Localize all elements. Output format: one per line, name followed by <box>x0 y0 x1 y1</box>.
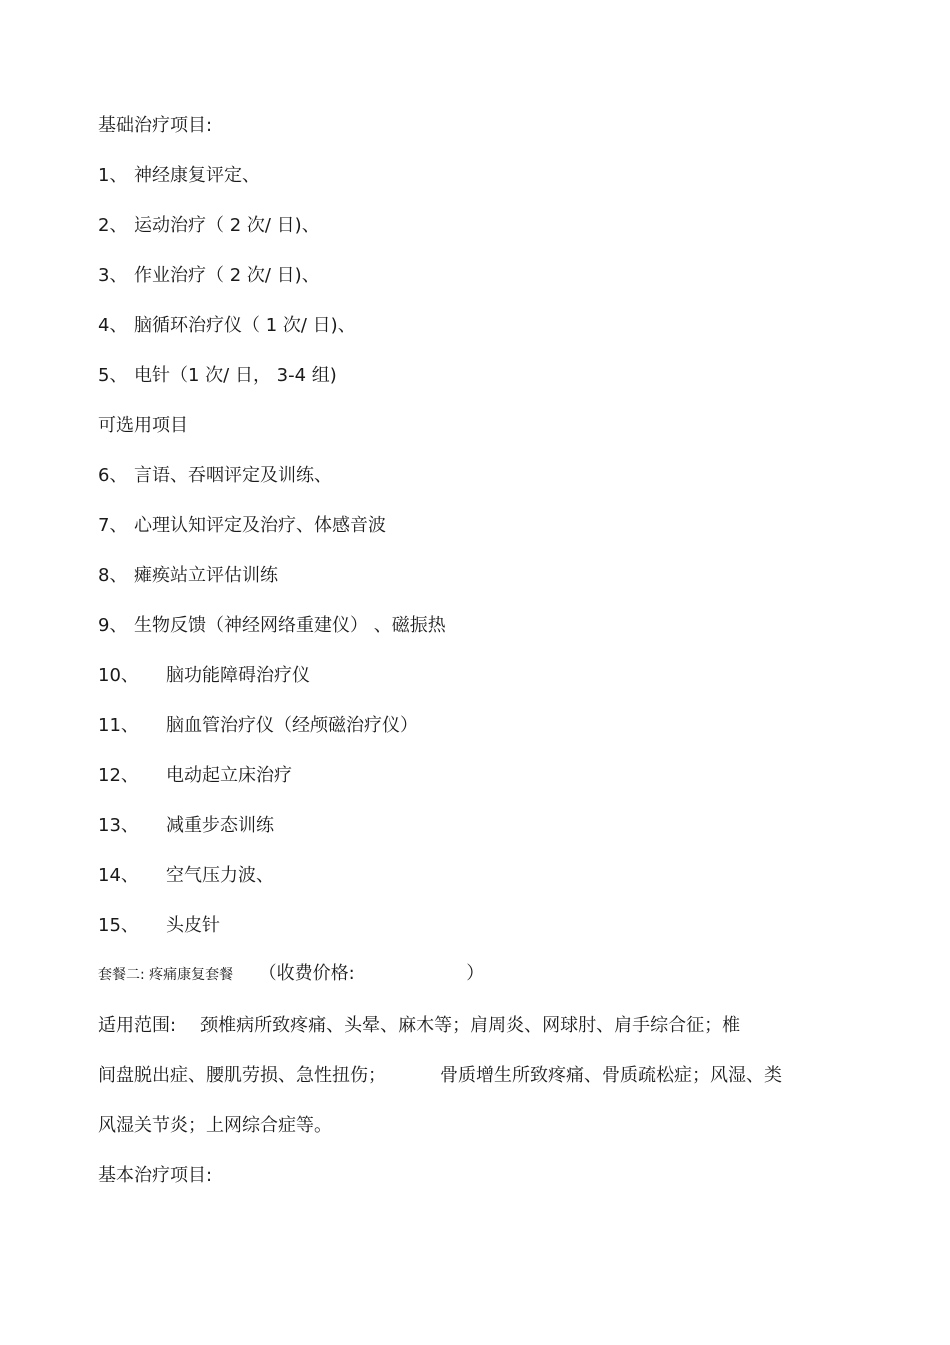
list-item <box>98 314 356 338</box>
scope-line-2 <box>98 1064 782 1088</box>
item-text: 脑循环治疗仪（ 1 次/ 日)、 <box>134 315 356 336</box>
item-text: 减重步态训练 <box>166 815 274 836</box>
scope-text-2b: 骨质增生所致疼痛、骨质疏松症；风湿、类 <box>440 1065 782 1086</box>
item-text: 运动治疗（ 2 次/ 日)、 <box>134 215 320 236</box>
list-item <box>98 914 220 938</box>
scope-text-3: 风湿关节炎；上网综合症等。 <box>98 1115 332 1136</box>
item-number: 15、 <box>98 915 139 936</box>
price-close: ） <box>466 963 485 984</box>
scope-line-3 <box>98 1114 332 1138</box>
scope-line-1 <box>98 1014 740 1038</box>
item-number: 13、 <box>98 815 139 836</box>
scope-text-2a: 间盘脱出症、腰肌劳损、急性扭伤； <box>98 1065 386 1086</box>
item-text: 电针（1 次/ 日， 3-4 组) <box>134 365 337 386</box>
item-text: 生物反馈（神经网络重建仪） 、磁振热 <box>134 615 446 636</box>
item-number: 10、 <box>98 665 139 686</box>
item-number: 14、 <box>98 865 139 886</box>
list-item <box>98 814 274 838</box>
scope-text-1: 颈椎病所致疼痛、头晕、麻木等；肩周炎、网球肘、肩手综合征；椎 <box>200 1015 741 1036</box>
item-text: 作业治疗（ 2 次/ 日)、 <box>134 265 320 286</box>
list-item <box>98 214 320 238</box>
price-label: （收费价格: <box>258 963 355 984</box>
item-text: 电动起立床治疗 <box>166 765 292 786</box>
item-text: 言语、吞咽评定及训练、 <box>134 465 332 486</box>
list-item <box>98 164 260 188</box>
list-item <box>98 714 418 738</box>
item-number: 11、 <box>98 715 139 736</box>
optional-items-heading: 可选用项目 <box>98 415 188 436</box>
item-text: 神经康复评定、 <box>134 165 260 186</box>
item-number: 5、 <box>98 365 128 386</box>
item-text: 脑功能障碍治疗仪 <box>166 665 310 686</box>
list-item <box>98 264 320 288</box>
item-text: 头皮针 <box>166 915 220 936</box>
item-text: 心理认知评定及治疗、体感音波 <box>134 515 386 536</box>
package-title-line <box>98 962 484 987</box>
list-item <box>98 764 292 788</box>
list-item <box>98 664 310 688</box>
scope-label: 适用范围: <box>98 1015 177 1036</box>
item-text: 空气压力波、 <box>166 865 274 886</box>
list-item <box>98 564 278 588</box>
item-number: 1、 <box>98 165 128 186</box>
item-number: 9、 <box>98 615 128 636</box>
package-name: 套餐二: 疼痛康复套餐 <box>98 967 234 983</box>
list-item <box>98 464 332 488</box>
item-number: 3、 <box>98 265 128 286</box>
item-number: 2、 <box>98 215 128 236</box>
basic-items-heading: 基本治疗项目: <box>98 1165 213 1186</box>
item-number: 6、 <box>98 465 128 486</box>
item-number: 12、 <box>98 765 139 786</box>
item-number: 4、 <box>98 315 128 336</box>
item-text: 瘫痪站立评估训练 <box>134 565 278 586</box>
list-item <box>98 864 274 888</box>
list-item <box>98 614 446 638</box>
item-number: 8、 <box>98 565 128 586</box>
list-item <box>98 364 337 388</box>
basic-treatment-heading: 基础治疗项目: <box>98 115 213 136</box>
item-number: 7、 <box>98 515 128 536</box>
list-item <box>98 514 386 538</box>
item-text: 脑血管治疗仪（经颅磁治疗仪） <box>166 715 418 736</box>
